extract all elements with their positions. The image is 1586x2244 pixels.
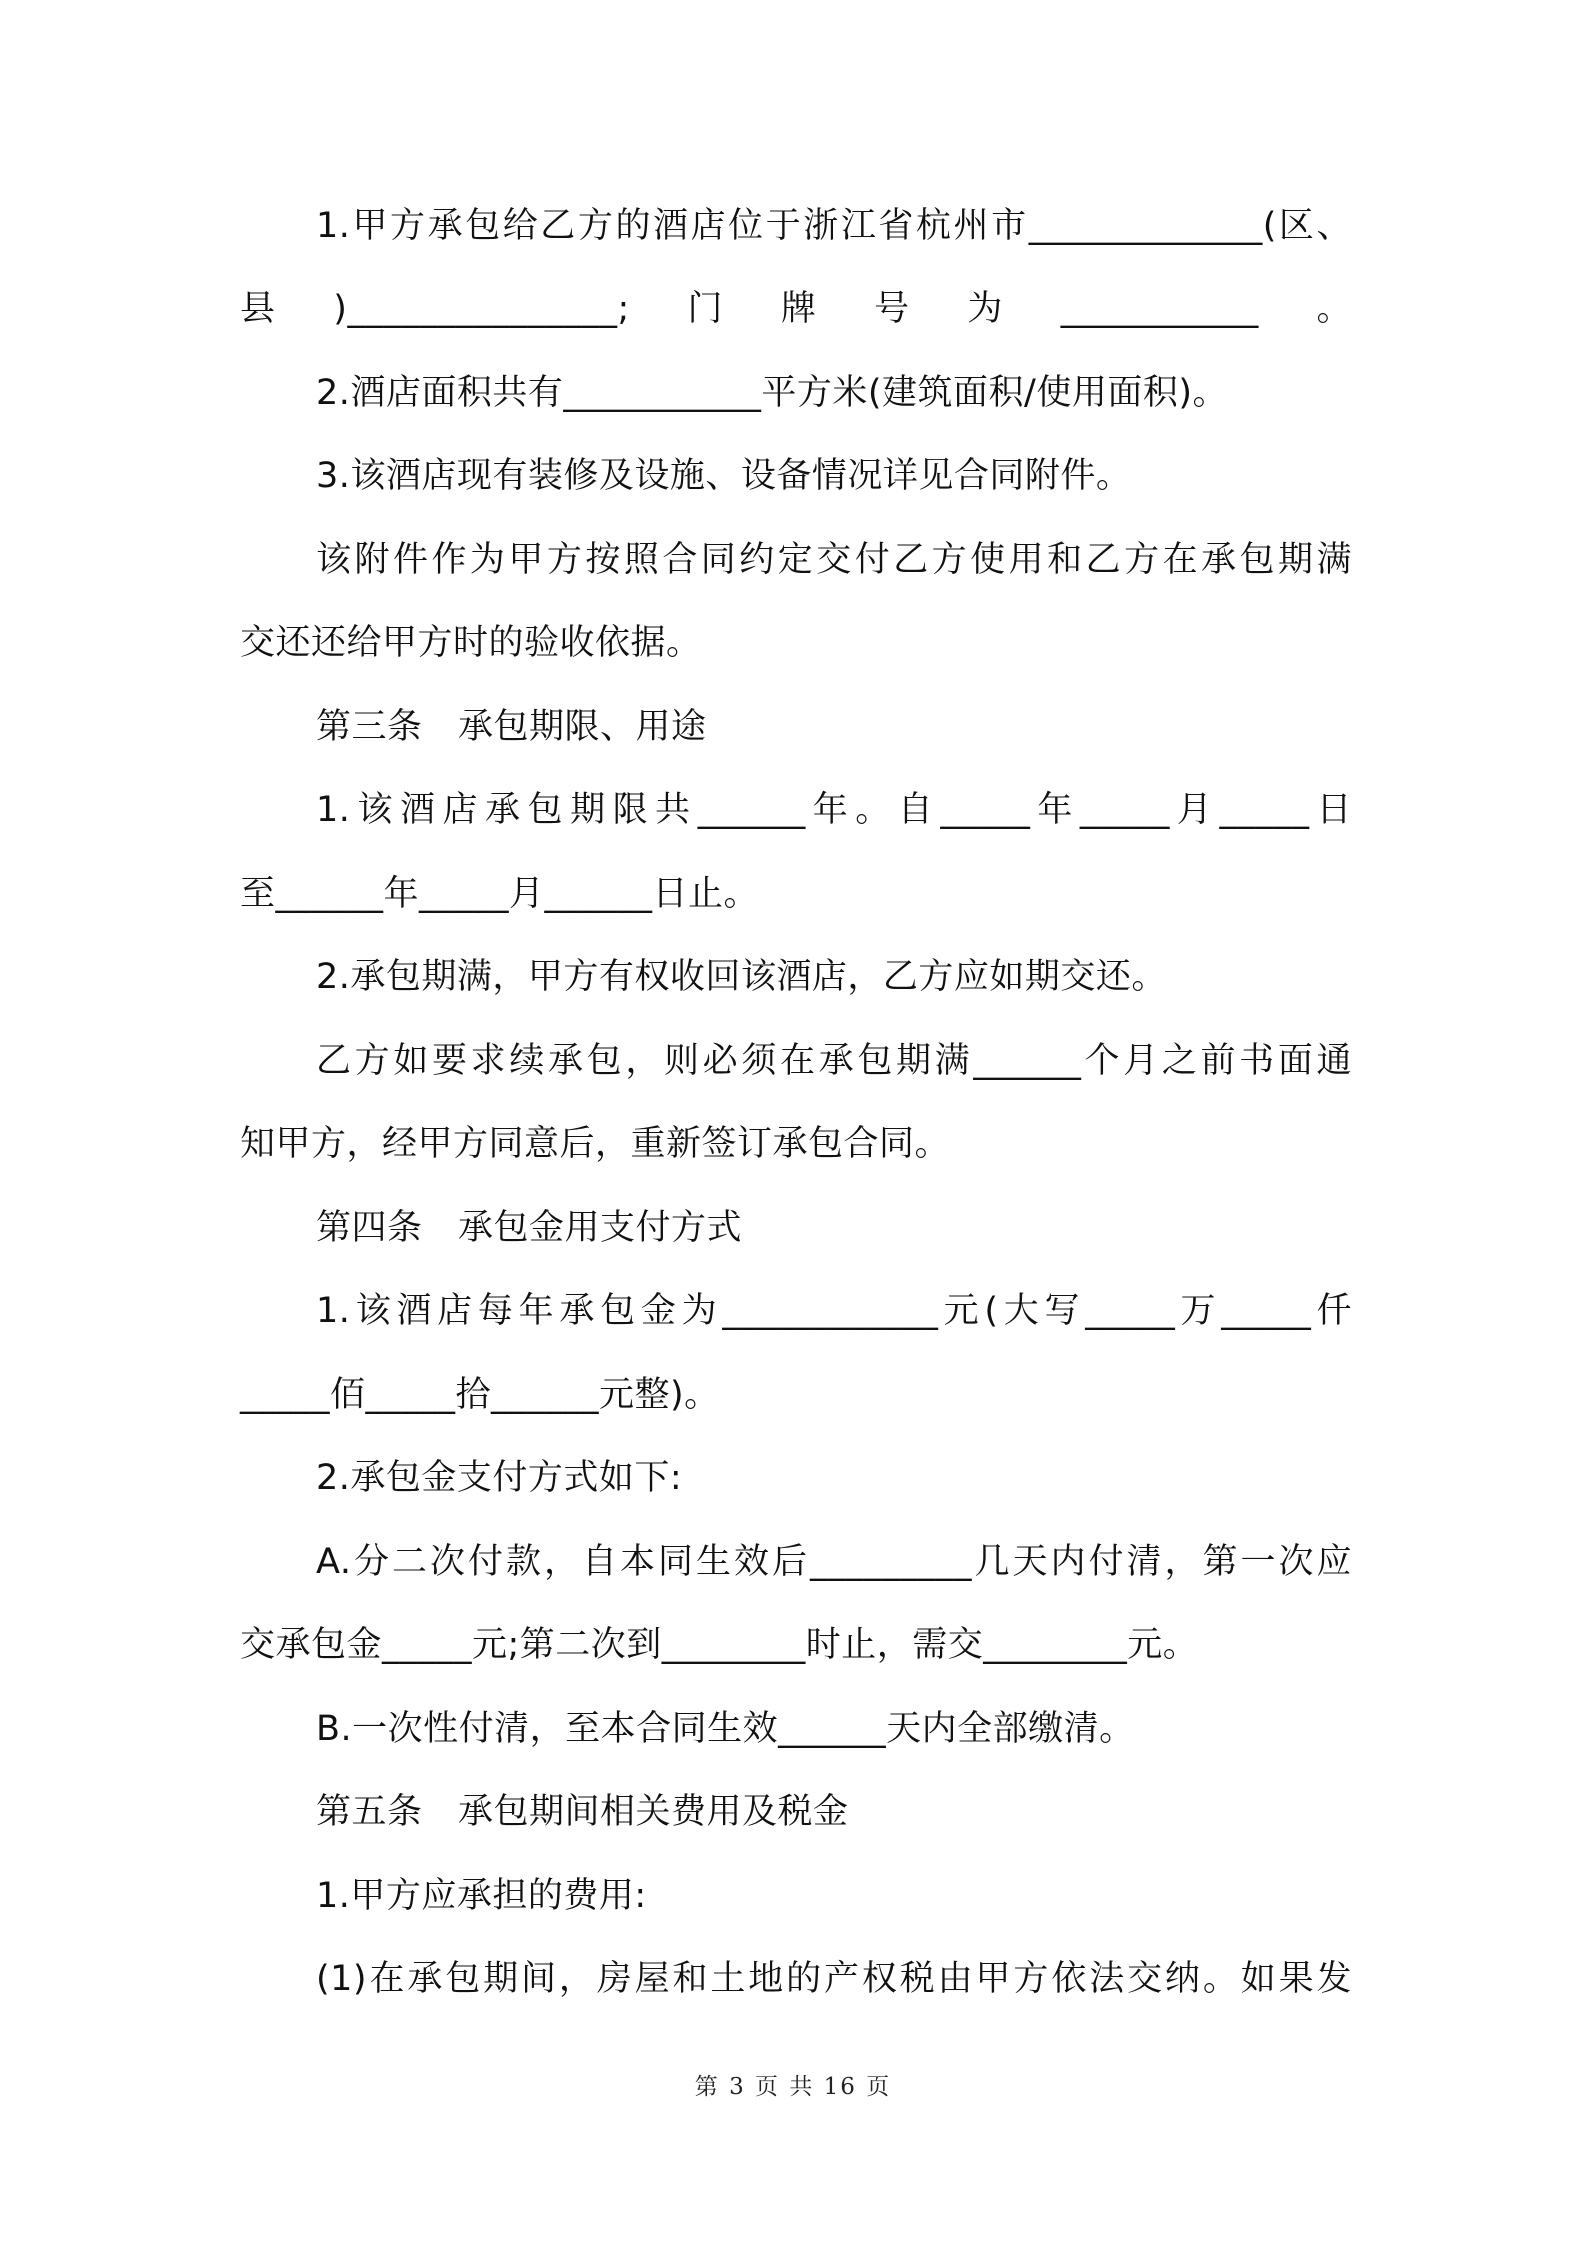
paragraph-line: B.一次性付清，至本合同生效______天内全部缴清。 bbox=[316, 1709, 1135, 1749]
paragraph-line: 2.承包金支付方式如下: bbox=[316, 1458, 683, 1498]
paragraph-line: 2.承包期满，甲方有权收回该酒店，乙方应如期交还。 bbox=[316, 957, 1167, 997]
paragraph-line: 1.甲方承包给乙方的酒店位于浙江省杭州市_____________(区、 bbox=[316, 206, 1352, 246]
paragraph-line: 该附件作为甲方按照合同约定交付乙方使用和乙方在承包期满 bbox=[316, 540, 1352, 580]
paragraph-line: 3.该酒店现有装修及设施、设备情况详见合同附件。 bbox=[316, 456, 1132, 496]
paragraph-line: 1.该酒店承包期限共______年。自_____年_____月_____日 bbox=[316, 790, 1352, 830]
section-heading: 第三条 承包期限、用途 bbox=[316, 707, 707, 747]
paragraph-line: 交承包金_____元;第二次到________时止，需交________元。 bbox=[240, 1625, 1199, 1665]
paragraph-line: 1.该酒店每年承包金为____________元(大写_____万_____仟 bbox=[316, 1291, 1352, 1331]
paragraph-line: 交还还给甲方时的验收依据。 bbox=[240, 623, 702, 663]
paragraph-line: 2.酒店面积共有___________平方米(建筑面积/使用面积)。 bbox=[316, 373, 1228, 413]
paragraph-line: 县)_______________;门牌号为___________。 bbox=[240, 289, 1352, 329]
paragraph-line: A.分二次付款，自本同生效后_________几天内付清，第一次应 bbox=[316, 1542, 1352, 1582]
paragraph-line: _____佰_____拾______元整)。 bbox=[240, 1375, 720, 1415]
paragraph-line: 知甲方，经甲方同意后，重新签订承包合同。 bbox=[240, 1124, 951, 1164]
paragraph-line: 乙方如要求续承包，则必须在承包期满______个月之前书面通 bbox=[316, 1041, 1352, 1081]
paragraph-line: 1.甲方应承担的费用: bbox=[316, 1876, 647, 1916]
paragraph-line: 至______年_____月______日止。 bbox=[240, 874, 760, 914]
paragraph-line: (1)在承包期间，房屋和土地的产权税由甲方依法交纳。如果发 bbox=[316, 1959, 1352, 1999]
section-heading: 第四条 承包金用支付方式 bbox=[316, 1208, 743, 1248]
section-heading: 第五条 承包期间相关费用及税金 bbox=[316, 1792, 849, 1832]
page-number-footer: 第 3 页 共 16 页 bbox=[694, 2074, 892, 2100]
